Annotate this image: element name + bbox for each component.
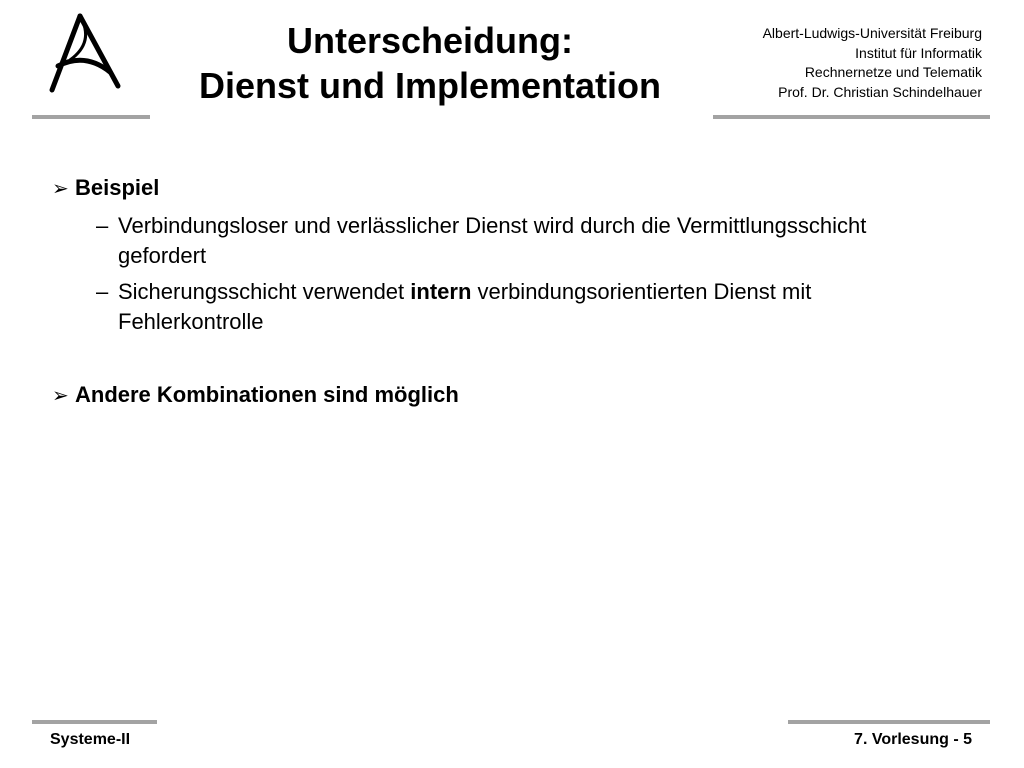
- slide-title: [140, 18, 720, 108]
- institution-block: [763, 24, 982, 102]
- subitem-2-text-before: Sicherungsschicht verwendet: [118, 279, 411, 304]
- subitem-1: [96, 211, 952, 271]
- institution-institute: Institut für Informatik: [855, 44, 982, 61]
- footer-lecture-page: 7. Vorlesung - 5: [854, 731, 972, 748]
- dash-marker: –: [96, 213, 109, 238]
- subitem-1-text: Verbindungsloser und verlässlicher Dienst wird durch die Vermittlungsschicht gefordert: [118, 213, 867, 268]
- bullet-andere-kombinationen: [52, 379, 952, 412]
- header-divider-left: [32, 115, 150, 119]
- bullet-label: Andere Kombinationen sind möglich: [75, 382, 459, 407]
- footer-divider-left: [32, 720, 157, 724]
- footer-course: Systeme-II: [50, 731, 131, 748]
- logo-a-icon: [40, 12, 130, 94]
- title-line-1: Unterscheidung:: [286, 20, 573, 61]
- arrow-bullet-icon: ➢: [52, 385, 69, 407]
- subitem-2-text-bold: intern: [410, 279, 472, 304]
- dash-marker: –: [96, 279, 109, 304]
- title-line-2: Dienst und Implementation: [198, 65, 662, 106]
- footer-divider-right: [788, 720, 990, 724]
- institution-professor: Prof. Dr. Christian Schindelhauer: [778, 83, 982, 100]
- slide-content: [52, 172, 952, 412]
- header-divider-right: [713, 115, 990, 119]
- subitem-2: [96, 277, 952, 337]
- institution-university: Albert-Ludwigs-Universität Freiburg: [762, 25, 982, 41]
- subitem-2-text-after: verbindungsorientierten Dienst mit Fehlerkontrolle: [118, 279, 812, 334]
- university-logo: [40, 12, 130, 94]
- bullet-beispiel: [52, 172, 952, 205]
- institution-department: Rechnernetze und Telematik: [804, 64, 982, 80]
- arrow-bullet-icon: ➢: [52, 178, 69, 200]
- bullet-label: Beispiel: [75, 175, 160, 200]
